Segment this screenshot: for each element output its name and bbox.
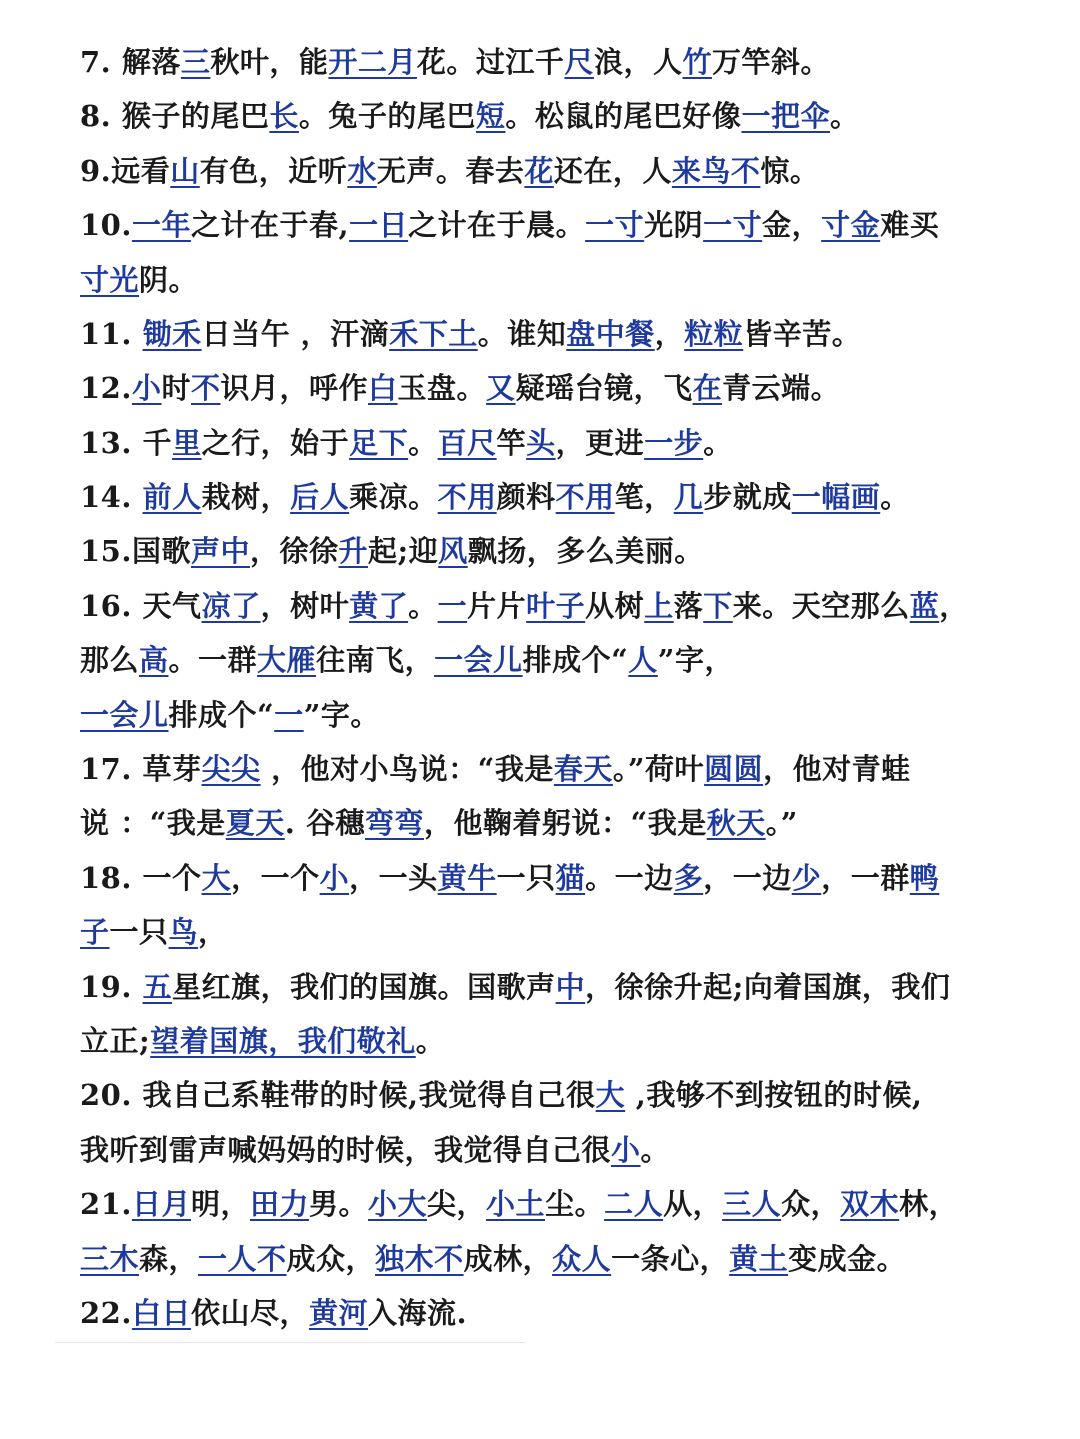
blank-answer: 一把伞 [741,99,830,133]
blank-answer: 三人 [722,1187,782,1221]
blank-answer: 多 [673,861,704,895]
line-text: 21. [80,1187,132,1221]
blank-answer: 头 [526,426,556,460]
line-text: 20. 我自己系鞋带的时候,我觉得自己很 [80,1078,596,1112]
line-18-cont [80,912,1010,952]
blank-answer: 一步 [644,426,704,460]
blank-answer: 日月 [131,1187,191,1221]
line-text: 排成个“ [522,643,629,677]
blank-answer: 黄了 [349,589,409,623]
line-13 [80,423,1010,463]
line-text: ，他鞠着躬说：“我是 [424,806,707,840]
line-text: ，一边 [703,861,792,895]
blank-answer: 大 [595,1078,626,1112]
line-text: 日当午 ，汗滴 [201,317,390,351]
blank-answer: 不用 [555,480,615,514]
line-text: 起;迎 [368,534,439,568]
line-22 [80,1293,1010,1333]
blank-answer: 猫 [555,861,586,895]
line-text: 。 [829,99,860,133]
blank-answer: 后人 [290,480,350,514]
blank-answer: 鸟 [168,915,199,949]
line-text: 12. [80,371,132,405]
blank-answer: 小 [611,1133,641,1167]
blank-answer: 锄禾 [142,317,202,351]
line-text: 16. 天气 [80,589,202,623]
blank-answer: 一寸 [585,208,645,242]
blank-answer: 开二月 [328,45,417,79]
line-text: ，一头 [349,861,438,895]
line-text: 排成个“ [168,698,275,732]
blank-answer: 粒粒 [684,317,744,351]
blank-answer: 三 [180,45,211,79]
line-text: 疑瑶台镜，飞 [515,371,693,405]
blank-answer: 大雁 [257,643,317,677]
line-text: 成林， [463,1242,553,1276]
line-text: 星红旗，我们的国旗。国歌声 [172,970,556,1004]
blank-answer: 小土 [486,1187,546,1221]
line-text: 我听到雷声喊妈妈的时候，我觉得自己很 [80,1133,612,1167]
line-text: 。 [640,1133,671,1167]
blank-answer: 望着国旗，我们敬礼 [150,1024,416,1058]
blank-answer: 春天 [553,752,613,786]
line-text: 。一群 [168,643,258,677]
blank-answer: 升 [338,534,368,568]
blank-answer: 短 [475,99,506,133]
line-text: . 谷穗 [284,806,365,840]
line-text: 尖， [427,1187,487,1221]
line-text: 那么 [80,643,140,677]
blank-answer: 百尺 [437,426,497,460]
line-text: ， [198,915,228,949]
blank-answer: 一寸 [703,208,763,242]
blank-answer: 一 [274,698,304,732]
blank-answer: 尖尖 [201,752,261,786]
line-text: ，树叶 [260,589,350,623]
line-20 [80,1075,1010,1115]
blank-answer: 寸光 [80,263,140,297]
blank-answer: 鸭 [909,861,940,895]
line-text: 18. 一个 [80,861,202,895]
blank-answer: 在 [692,371,723,405]
line-text: 无声。春去 [376,154,525,188]
line-text: 17. 草芽 [80,752,202,786]
blank-answer: 子 [80,915,110,949]
line-text: 。 [703,426,733,460]
blank-answer: 水 [347,154,377,188]
line-text: 往南飞， [316,643,435,677]
line-text: 9.远看 [80,154,171,188]
line-text: 一只 [109,915,169,949]
line-text: 尘。 [545,1187,605,1221]
blank-answer: 声中 [190,534,250,568]
line-text: 。 [415,1024,446,1058]
blank-answer: 竹 [682,45,712,79]
line-text: 明， [190,1187,250,1221]
blank-answer: 少 [791,861,822,895]
blank-answer: 黄河 [308,1296,368,1330]
line-10 [80,205,1010,245]
blank-answer: 众人 [552,1242,612,1276]
blank-answer: 一幅画 [791,480,881,514]
line-text: 之计在于春, [190,208,350,242]
blank-answer: 禾下土 [389,317,478,351]
line-text: 15.国歌 [80,534,191,568]
line-text: ，徐徐 [249,534,339,568]
line-text: 。 [408,426,438,460]
blank-answer: 一会儿 [434,643,523,677]
blank-answer: 足下 [349,426,409,460]
line-18 [80,858,1010,898]
line-11 [80,314,1010,354]
blank-answer: 一人不 [198,1242,287,1276]
line-text: 男。 [309,1187,369,1221]
blank-answer: 小 [319,861,350,895]
blank-answer: 二人 [604,1187,664,1221]
line-17-cont [80,803,1010,843]
line-text: 从， [663,1187,723,1221]
line-text: 秋叶，能 [210,45,329,79]
line-text: 青云端。 [722,371,841,405]
blank-answer: 白日 [131,1296,191,1330]
blank-answer: 叶子 [526,589,586,623]
line-text: 19. [80,970,143,1004]
blank-answer: 人 [628,643,658,677]
line-text: 惊。 [760,154,820,188]
line-text: 之行，始于 [201,426,350,460]
line-text: 来。天空那么 [732,589,910,623]
line-text: 万竿斜。 [711,45,830,79]
blank-answer: 又 [486,371,516,405]
blank-answer: 一 [437,589,468,623]
line-text: ，他对青蛙 [763,752,911,786]
line-text: 变成金。 [788,1242,907,1276]
blank-answer: 来鸟不 [671,154,761,188]
line-text: ，一个 [231,861,320,895]
line-16 [80,586,1010,626]
line-16-cont-2 [80,695,1010,735]
line-text: 22. [80,1296,132,1330]
bottom-divider [55,1342,525,1343]
line-text: ，一群 [821,861,910,895]
line-12 [80,368,1010,408]
blank-answer: 白 [368,371,398,405]
blank-answer: 花 [524,154,554,188]
line-text: 栽树， [201,480,291,514]
blank-answer: 盘中餐 [566,317,655,351]
line-21-cont [80,1239,1010,1279]
blank-answer: 山 [170,154,200,188]
line-text: 入海流. [368,1296,468,1330]
line-text: 10. [80,208,132,242]
line-text: 依山尽， [190,1296,309,1330]
line-text: 。松鼠的尾巴好像 [505,99,742,133]
line-text: ， [654,317,685,351]
blank-answer: 不用 [437,480,497,514]
blank-answer: 一会儿 [80,698,169,732]
blank-answer: 上 [644,589,674,623]
line-text: 7. 解落 [80,45,181,79]
line-16-cont-1 [80,640,1010,680]
blank-answer: 尺 [564,45,594,79]
line-text: 花。过江千 [416,45,565,79]
blank-answer: 黄土 [729,1242,789,1276]
line-text: 。 [880,480,910,514]
line-text: 片片 [467,589,527,623]
blank-answer: 圆圆 [704,752,764,786]
line-text: ”字， [657,643,734,677]
line-text: 。” [765,806,798,840]
line-text: 。 [408,589,438,623]
blank-answer: 小大 [368,1187,428,1221]
line-text: 。”荷叶 [612,752,705,786]
blank-answer: 弯弯 [365,806,425,840]
blank-answer: 双木 [840,1187,900,1221]
blank-answer: 凉了 [201,589,261,623]
blank-answer: 三木 [80,1242,140,1276]
line-text: 颜料 [496,480,556,514]
blank-answer: 里 [172,426,202,460]
line-text: 乘凉。 [349,480,438,514]
blank-answer: 秋天 [706,806,766,840]
line-text: 玉盘。 [397,371,487,405]
line-text: ，徐徐升起;向着国旗，我们 [585,970,951,1004]
line-text: 落 [673,589,704,623]
line-text: 飘扬，多么美丽。 [467,534,704,568]
blank-answer: 几 [673,480,704,514]
line-text: 时 [161,371,191,405]
blank-answer: 中 [555,970,586,1004]
line-14 [80,477,1010,517]
line-text: 有色，近听 [199,154,348,188]
line-text: 浪，人 [593,45,683,79]
line-text: 阴。 [139,263,199,297]
line-21 [80,1184,1010,1224]
line-text: ，更进 [555,426,645,460]
line-text: 。谁知 [477,317,567,351]
blank-answer: 黄牛 [437,861,497,895]
blank-answer: 寸金 [821,208,881,242]
line-text: 识月，呼作 [220,371,369,405]
blank-answer: 蓝 [909,589,940,623]
line-text: 之计在于晨。 [408,208,586,242]
line-text: 步就成 [703,480,792,514]
line-text: 笔， [614,480,674,514]
blank-answer: 长 [269,99,299,133]
line-text: 。一边 [585,861,674,895]
line-17 [80,749,1010,789]
blank-answer: 下 [703,589,733,623]
line-text: 8. 猴子的尾巴 [80,99,270,133]
line-text: 。兔子的尾巴 [298,99,476,133]
line-text: 难买 [880,208,940,242]
line-text: 光阴 [644,208,704,242]
blank-answer: 一年 [131,208,191,242]
line-text: 11. [80,317,143,351]
blank-answer: 高 [139,643,169,677]
line-9 [80,151,1010,191]
line-15 [80,531,1010,571]
line-10-cont [80,260,1010,300]
blank-answer: 一日 [349,208,409,242]
line-text: 金， [762,208,822,242]
line-text: 林， [899,1187,959,1221]
line-text: 说 ：“我是 [80,806,226,840]
line-text: ， [939,589,969,623]
line-text: ”字。 [303,698,380,732]
line-7 [80,42,1010,82]
line-text: ，他对小鸟说：“我是 [260,752,554,786]
line-19-cont [80,1021,1010,1061]
line-text: 成众， [286,1242,376,1276]
blank-answer: 前人 [142,480,202,514]
blank-answer: 大 [201,861,232,895]
blank-answer: 风 [438,534,468,568]
blank-answer: 夏天 [225,806,285,840]
line-text: 众， [781,1187,841,1221]
line-text: 一条心， [611,1242,730,1276]
line-text: 竿 [496,426,527,460]
line-text: ,我够不到按钮的时候, [625,1078,923,1112]
line-20-cont [80,1130,1010,1170]
line-text: 14. [80,480,143,514]
blank-answer: 五 [142,970,173,1004]
line-19 [80,967,1010,1007]
blank-answer: 不 [190,371,221,405]
line-text: 立正; [80,1024,151,1058]
line-text: 13. 千 [80,426,173,460]
blank-answer: 小 [131,371,162,405]
line-text: 还在，人 [553,154,672,188]
blank-answer: 独木不 [375,1242,464,1276]
line-text: 一只 [496,861,556,895]
blank-answer: 田力 [249,1187,309,1221]
line-text: 从树 [585,589,645,623]
line-text: 皆辛苦。 [743,317,862,351]
line-text: 森， [139,1242,199,1276]
line-8 [80,96,1010,136]
